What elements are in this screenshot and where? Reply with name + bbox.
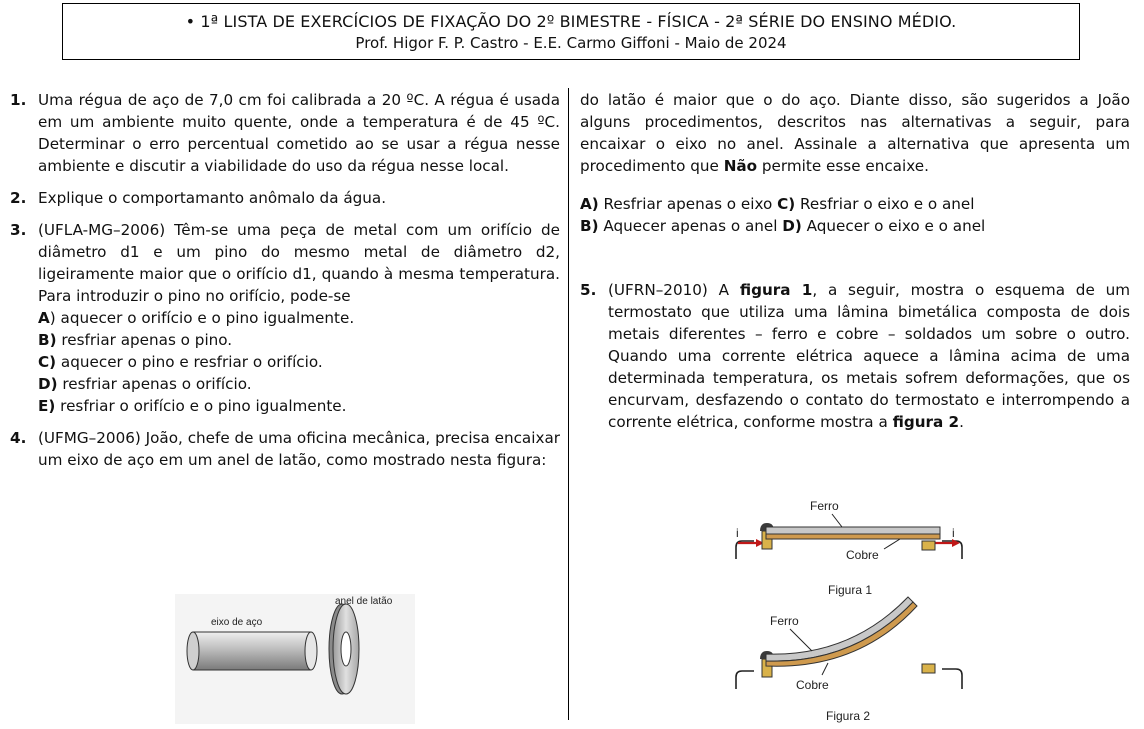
option-letter: C) <box>38 353 57 371</box>
copper-strip <box>766 534 940 539</box>
question-4-continuation: do latão é maior que o do aço. Diante disso, são sugeridos a João alguns procedimentos, descritos nas alternativas a seguir, para encaixar o eixo no anel. Assinale a alternativa que apresenta um procedimento que Não permite esse encaixe. <box>580 91 1130 175</box>
header-title: • 1ª LISTA DE EXERCÍCIOS DE FIXAÇÃO DO 2º BIMESTRE - FÍSICA - 2ª SÉRIE DO ENSINO MÉDIO. <box>185 12 957 31</box>
current-label-left: i <box>736 526 739 540</box>
option-a: A) aquecer o orifício e o pino igualmente. <box>38 309 355 327</box>
brass-ring <box>329 604 359 694</box>
cobre-label: Cobre <box>796 678 829 692</box>
wire-right <box>942 669 962 689</box>
question-1 <box>10 89 560 177</box>
header-subtitle: Prof. Higor F. P. Castro - E.E. Carmo Giffoni - Maio de 2024 <box>355 34 787 52</box>
question-3 <box>10 219 560 417</box>
alternatives-row-2: B) Aquecer apenas o anel D) Aquecer o eixo e o anel <box>580 217 986 235</box>
column-divider <box>568 88 569 720</box>
question-2 <box>10 187 560 209</box>
question-text: Explique o comportamanto anômalo da água. <box>38 189 387 207</box>
caption-figure-2: Figura 2 <box>826 709 871 723</box>
question-text: Uma régua de aço de 7,0 cm foi calibrada a 20 ºC. A régua é usada em um ambiente muito quente, onde a temperatura é de 45 ºC. Determinar o erro percentual cometido ao se usar a régua nesse ambiente e discutir a viabilidade do uso da régua nesse local. <box>38 91 560 175</box>
ferro-label: Ferro <box>810 499 839 513</box>
emphasis-nao: Não <box>723 157 758 175</box>
cobre-label: Cobre <box>846 548 879 562</box>
shaft-label: eixo de aço <box>211 617 263 628</box>
caption-figure-1: Figura 1 <box>828 583 873 597</box>
option-letter: D) <box>38 375 58 393</box>
wire-left <box>736 671 754 689</box>
ring-label: anel de latão <box>335 596 393 607</box>
ferro-label: Ferro <box>770 614 799 628</box>
alternatives-row-1: A) Resfriar apenas o eixo C) Resfriar o eixo e o anel <box>580 195 975 213</box>
option-letter: B) <box>580 217 599 235</box>
option-letter: A <box>38 309 50 327</box>
figure-1 <box>736 499 962 597</box>
question-4 <box>10 427 560 471</box>
option-d: D) resfriar apenas o orifício. <box>38 375 252 393</box>
shaft-ring-figure <box>175 594 415 724</box>
right-contact <box>922 541 935 550</box>
option-letter: C) <box>777 195 796 213</box>
option-letter: D) <box>782 217 802 235</box>
left-column <box>10 89 560 628</box>
thermostat-figure <box>730 489 990 729</box>
question-number: 5. <box>580 281 597 299</box>
option-b: B) resfriar apenas o pino. <box>38 331 233 349</box>
iron-strip <box>766 527 940 534</box>
figure-2 <box>736 597 962 723</box>
right-column <box>580 89 1130 723</box>
option-letter: B) <box>38 331 57 349</box>
steel-shaft <box>187 632 317 670</box>
option-letter: A) <box>580 195 599 213</box>
question-4-alternatives <box>580 193 1130 237</box>
question-number: 4. <box>10 429 27 447</box>
option-letter: E) <box>38 397 56 415</box>
right-contact <box>922 664 935 673</box>
question-5: 5. (UFRN–2010) A figura 1, a seguir, mostra o esquema de um termostato que utiliza uma lâmina bimetálica composta de dois metais diferentes – ferro e cobre – soldados um sobre o outro. Quando uma corrente elétrica aquece a lâmina acima de uma determinada temperatura, os metais sofrem deformações, que os encurvam, desfazendo o contato do termostato e interrompendo a corrente elétrica, conforme mostra a figura 2. <box>580 281 1130 431</box>
option-e: E) resfriar o orifício e o pino igualmente. <box>38 397 347 415</box>
option-c: C) aquecer o pino e resfriar o orifício. <box>38 353 323 371</box>
header-box <box>62 3 1080 60</box>
question-number: 2. <box>10 189 27 207</box>
current-label-right: i <box>952 526 955 540</box>
question-number: 1. <box>10 91 27 109</box>
question-text: (UFMG–2006) João, chefe de uma oficina mecânica, precisa encaixar um eixo de aço em um anel de latão, como mostrado nesta figura: <box>38 429 560 469</box>
question-number: 3. <box>10 221 27 239</box>
question-text: (UFLA-MG–2006) Têm-se uma peça de metal com um orifício de diâmetro d1 e um pino do mesmo metal de diâmetro d2, ligeiramente maior que o orifício d1, quando à mesma temperatura. Para introduzir o pino no orifício, pode-se <box>38 221 560 305</box>
